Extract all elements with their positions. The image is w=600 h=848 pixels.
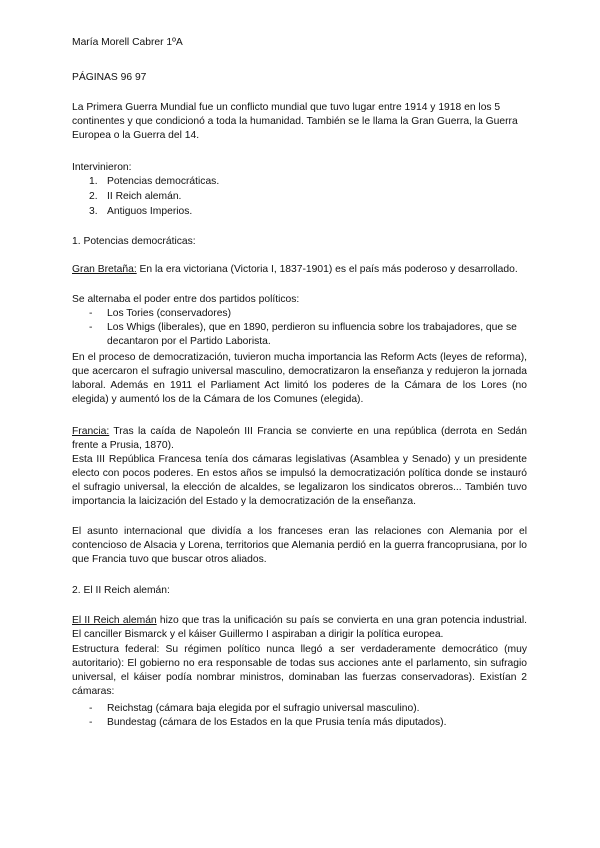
pages-reference: PÁGINAS 96 97 — [72, 72, 147, 83]
de-structure-paragraph: Estructura federal: Su régimen político nunca llegó a ser verdaderamente democrático (muy autoritario): El gobierno no era responsable de todas sus acciones ante el parlamento, sin sufragio universal, el káiser podía nombrar ministros, dominaban las fuerzas conservadoras). Existían 2 cámaras: — [72, 644, 527, 697]
fr-intro-paragraph: Francia: Tras la caída de Napoleón III Francia se convierte en una república (derrota en Sedán frente a Prusia, 1870). — [72, 426, 527, 451]
list-item: - Los Whigs (liberales), que en 1890, perdieron su influencia sobre los trabajadores, que se decantaron por el Partido Laborista. — [89, 322, 517, 347]
de-title: El II Reich alemán — [72, 615, 157, 626]
section1-heading: 1. Potencias democráticas: — [72, 236, 196, 247]
intro-paragraph: La Primera Guerra Mundial fue un conflicto mundial que tuvo lugar entre 1914 y 1918 en los 5 continentes y que condicionó a toda la humanidad. También se le llama la Gran Guerra, la Guerra Europea o la Guerra del 14. — [72, 102, 518, 141]
gb-reforms-paragraph: En el proceso de democratización, tuvieron mucha importancia las Reform Acts (leyes de reforma), que acercaron el sufragio universal masculino, democratizaron la enseñanza y redujeron la jornada laboral. Además en 1911 el Parliament Act limitó los poderes de la Cámara de los Lores (no elegida) y aumentó los de la Cámara de los Comunes (elegida). — [72, 352, 527, 405]
list-item: - Reichstag (cámara baja elegida por el sufragio universal masculino). — [89, 703, 420, 714]
de-chambers-list — [72, 702, 527, 730]
gb-intro-paragraph: Gran Bretaña: En la era victoriana (Victoria I, 1837-1901) es el país más poderoso y desarrollado. — [72, 264, 518, 275]
list-item: - Los Tories (conservadores) — [89, 308, 231, 319]
author-line: María Morell Cabrer 1ºA — [72, 37, 183, 48]
participants-heading: Intervinieron: — [72, 162, 132, 173]
participants-list — [72, 175, 219, 220]
list-item: 3. Antiguos Imperios. — [89, 206, 193, 217]
gb-title: Gran Bretaña: — [72, 264, 137, 275]
list-item: 2. II Reich alemán. — [89, 191, 182, 202]
gb-parties-list — [72, 307, 527, 349]
fr-title: Francia: — [72, 426, 110, 437]
de-intro-paragraph: El II Reich alemán hizo que tras la unificación su país se convierta en una gran potencia industrial. El canciller Bismarck y el káiser Guillermo I aspiraban a dirigir la política europea. — [72, 615, 527, 640]
fr-international-paragraph: El asunto internacional que dividía a los franceses eran las relaciones con Alemania por el contencioso de Alsacia y Lorena, territorios que Alemania perdió en la guerra francoprusiana, por lo que Francia tuvo que buscar otros aliados. — [72, 526, 527, 565]
fr-republic-paragraph: Esta III República Francesa tenía dos cámaras legislativas (Asamblea y Senado) y un presidente electo con pocos poderes. En estos años se impulsó la democratización política donde se instauró el sufragio universal, la elección de alcaldes, se legalizaron los sindicatos obreros... También tuvo importancia la laicización del Estado y la democratización de la enseñanza. — [72, 454, 527, 507]
gb-parties-intro: Se alternaba el poder entre dos partidos políticos: — [72, 294, 300, 305]
section2-heading: 2. El II Reich alemán: — [72, 585, 170, 596]
list-item: - Bundestag (cámara de los Estados en la que Prusia tenía más diputados). — [89, 717, 447, 728]
list-item: 1. Potencias democráticas. — [89, 176, 220, 187]
